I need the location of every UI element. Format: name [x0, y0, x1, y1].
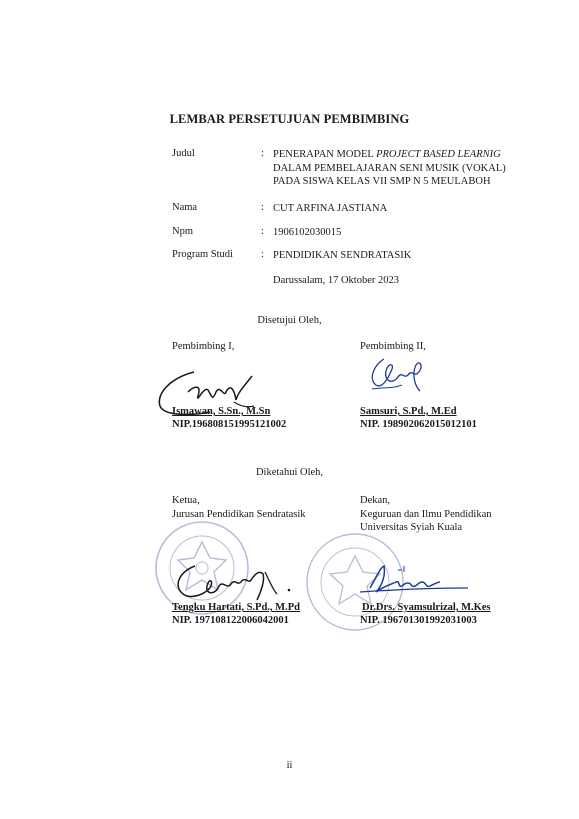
dekan-signature: [340, 558, 470, 607]
pembimbing2-signature: [362, 355, 442, 408]
ketua-name: Tengku Hartati, S.Pd., M.Pd: [172, 602, 300, 613]
ketua-role: [172, 494, 306, 521]
prodi-value: PENDIDIKAN SENDRATASIK: [273, 250, 412, 261]
pembimbing1-role: Pembimbing I,: [172, 341, 235, 352]
nama-value: CUT ARFINA JASTIANA: [273, 203, 388, 214]
dekan-name: Dr.Drs. Syamsulrizal, M.Kes: [362, 602, 491, 613]
approved-by-heading: Disetujui Oleh,: [257, 315, 322, 326]
judul-label: Judul: [172, 148, 195, 159]
dekan-role-line-3: Universitas Syiah Kuala: [360, 522, 463, 533]
known-by-heading: Diketahui Oleh,: [255, 467, 324, 478]
pembimbing1-nip: NIP.196808151995121002: [172, 419, 287, 430]
pembimbing1-name: Ismawan, S.Sn., M.Sn: [172, 406, 271, 417]
prodi-colon: :: [261, 249, 264, 260]
ketua-role-line-2: Jurusan Pendidikan Sendratasik: [172, 508, 306, 520]
dekan-role-line-2: Keguruan dan Ilmu Pendidikan: [360, 508, 492, 520]
npm-colon: :: [261, 226, 264, 237]
pembimbing2-name: Samsuri, S.Pd., M.Ed: [360, 406, 457, 417]
npm-value: 1906102030015: [273, 227, 342, 238]
pembimbing2-nip: NIP. 198902062015012101: [360, 419, 477, 430]
ketua-nip: NIP. 197108122006042001: [172, 615, 289, 626]
dekan-role: [360, 494, 492, 535]
dekan-nip: NIP. 196701301992031003: [360, 615, 477, 626]
place-date: Darussalam, 17 Oktober 2023: [273, 275, 399, 286]
nama-colon: :: [261, 202, 264, 213]
dekan-role-line-1: Dekan,: [360, 495, 391, 506]
judul-colon: :: [261, 148, 264, 159]
ketua-role-line-1: Ketua,: [172, 495, 200, 506]
judul-line-2: DALAM PEMBELAJARAN SENI MUSIK (VOKAL): [273, 162, 506, 174]
prodi-label: Program Studi: [172, 249, 233, 260]
pembimbing2-role: Pembimbing II,: [360, 341, 426, 352]
npm-label: Npm: [172, 226, 193, 237]
judul-value: [273, 148, 518, 189]
page-title: LEMBAR PERSETUJUAN PEMBIMBING: [169, 112, 410, 126]
judul-line-1: PENERAPAN MODEL PROJECT BASED LEARNIG: [273, 149, 501, 160]
page-number: ii: [286, 760, 293, 771]
judul-line-3: PADA SISWA KELAS VII SMP N 5 MEULABOH: [273, 176, 491, 187]
nama-label: Nama: [172, 202, 198, 213]
